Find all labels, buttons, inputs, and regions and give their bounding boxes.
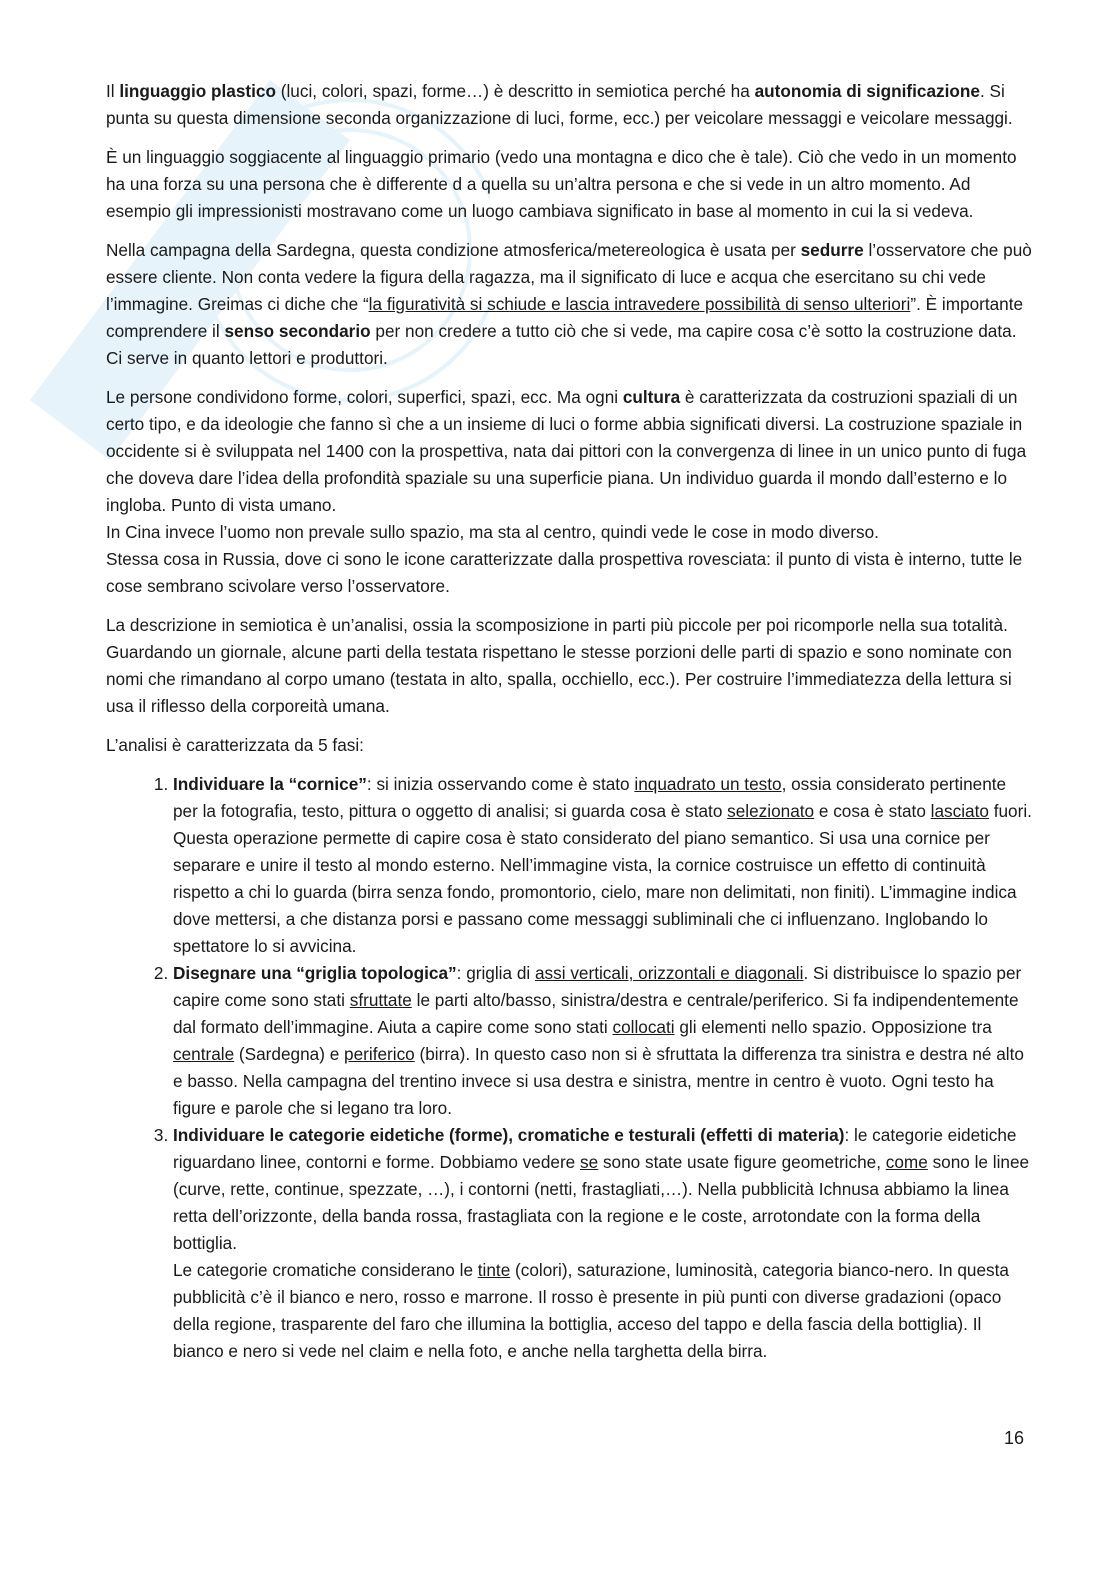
paragraph-cultura: Le persone condividono forme, colori, superfici, spazi, ecc. Ma ogni cultura è caratterizzata da costruzioni spaziali di un certo tipo, e da ideologie che fanno sì che a un insieme di luci o forme abbia significati diversi. La costruzione spaziale in occidente si è sviluppata nel 1400 con la prospettiva, nata dai pittori con la convergenza di linee in un unico punto di fuga che doveva dare l’idea della profondità spaziale su una superficie piana. Un individuo guarda il mondo dall’esterno e lo ingloba. Punto di vista umano. In Cina invece l’uomo non prevale sullo spazio, ma sta al centro, quindi vede le cose in modo diverso. Stessa cosa in Russia, dove ci sono le icone caratterizzate dalla prospettiva rovesciata: il punto di vista è interno, tutte le cose sembrano scivolare verso l’osservatore. [106,384,1034,600]
line-cina: In Cina invece l’uomo non prevale sullo spazio, ma sta al centro, quindi vede le cose in modo diverso. [106,522,879,542]
line-russia: Stessa cosa in Russia, dove ci sono le icone caratterizzate dalla prospettiva rovesciata: il punto di vista è interno, tutte le cose sembrano scivolare verso l’osservatore. [106,549,1023,596]
term-sedurre: sedurre [800,240,864,260]
list-item-griglia: 2. Disegnare una “griglia topologica”: griglia di assi verticali, orizzontali e diagonali. Si distribuisce lo spazio per capire come sono stati sfruttate le parti alto/basso, sinistra/destra e centrale/periferico. Si fa indipendentemente dal formato dell’immagine. Aiuta a capire come sono stati collocati gli elementi nello spazio. Opposizione tra centrale (Sardegna) e periferico (birra). In questo caso non si è sfruttata la differenza tra sinistra e destra né alto e basso. Nella campagna del trentino invece si usa destra e sinistra, mentre in centro è vuoto. Ogni testo ha figure e parole che si legano tra loro. [173,960,1034,1122]
paragraph-campagna-sardegna: Nella campagna della Sardegna, questa condizione atmosferica/metereologica è usata per sedurre l’osservatore che può essere cliente. Non conta vedere la figura della ragazza, ma il significato di luce e acqua che esercitano su chi vede l’immagine. Greimas ci diche che “la figuratività si schiude e lascia intravedere possibilità di senso ulteriori”. È importante comprendere il senso secondario per non credere a tutto ciò che si vede, ma capire cosa c’è sotto la costruzione data. Ci serve in quanto lettori e produttori. [106,240,1032,368]
paragraph-fasi-intro: L’analisi è caratterizzata da 5 fasi: [106,735,364,755]
quote-greimas: la figuratività si schiude e lascia intravedere possibilità di senso ulteriori [368,294,911,314]
term-autonomia: autonomia di significazione [754,81,980,101]
paragraph-descrizione: La descrizione in semiotica è un’analisi, ossia la scomposizione in parti più piccole per poi ricomporle nella sua totalità. Guardando un giornale, alcune parti della testata rispettano le stesse porzioni delle parti di spazio e sono nominate con nomi che rimandano al corpo umano (testata in alto, spalla, occhiello, ecc.). Per costruire l’immediatezza della lettura si usa il riflesso della corporeità umana. [106,615,1012,716]
phases-list [106,771,1034,1365]
term-linguaggio-plastico: linguaggio plastico [119,81,276,101]
paragraph-linguaggio-soggiacente: È un linguaggio soggiacente al linguaggio primario (vedo una montagna e dico che è tale). Ciò che vedo in un momento ha una forza su una persona che è differente d a quella su un’altra persona e che si vede in un altro momento. Ad esempio gli impressionisti mostravano come un luogo cambiava significato in base al momento in cui la si vedeva. [106,147,1017,221]
term-cultura: cultura [622,387,681,407]
paragraph-linguaggio-plastico: Il linguaggio plastico (luci, colori, spazi, forme…) è descritto in semiotica perché ha autonomia di significazione. Si punta su questa dimensione seconda organizzazione di luci, forme, ecc.) per veicolare messaggi e veicolare messaggi. [106,81,1013,128]
document-body [106,78,1034,1365]
list-item-categorie: 3. Individuare le categorie eidetiche (forme), cromatiche e testurali (effetti di materia): le categorie eidetiche riguardano linee, contorni e forme. Dobbiamo vedere se sono state usate figure geometriche, come sono le linee (curve, rette, continue, spezzate, …), i contorni (netti, frastagliati,…). Nella pubblicità Ichnusa abbiamo la linea retta dell’orizzonte, della banda rossa, frastagliata con la regione e le coste, arrotondate con la forma della bottiglia. Le categorie cromatiche considerano le tinte (colori), saturazione, luminosità, categoria bianco-nero. In questa pubblicità c’è il bianco e nero, rosso e marrone. Il rosso è presente in più punti con diverse gradazioni (opaco della regione, trasparente del faro che illumina la bottiglia, acceso del tappo e della fascia della bottiglia). Il bianco e nero si vede nel claim e nella foto, e anche nella targhetta della birra. [173,1122,1034,1365]
term-senso-secondario: senso secondario [224,321,371,341]
list-item-cornice: 1. Individuare la “cornice”: si inizia osservando come è stato inquadrato un testo, ossia considerato pertinente per la fotografia, testo, pittura o oggetto di analisi; si guarda cosa è stato selezionato e cosa è stato lasciato fuori. Questa operazione permette di capire cosa è stato considerato del piano semantico. Si usa una cornice per separare e unire il testo al mondo esterno. Nell’immagine vista, la cornice costruisce un effetto di continuità rispetto a chi lo guarda (birra senza fondo, promontorio, cielo, mare non delimitati, non finiti). L’immagine indica dove mettersi, a che distanza porsi e passano come messaggi subliminali che ci influenzano. Inglobando lo spettatore lo si avvicina. [173,771,1034,960]
page-number: 16 [1004,1428,1025,1448]
